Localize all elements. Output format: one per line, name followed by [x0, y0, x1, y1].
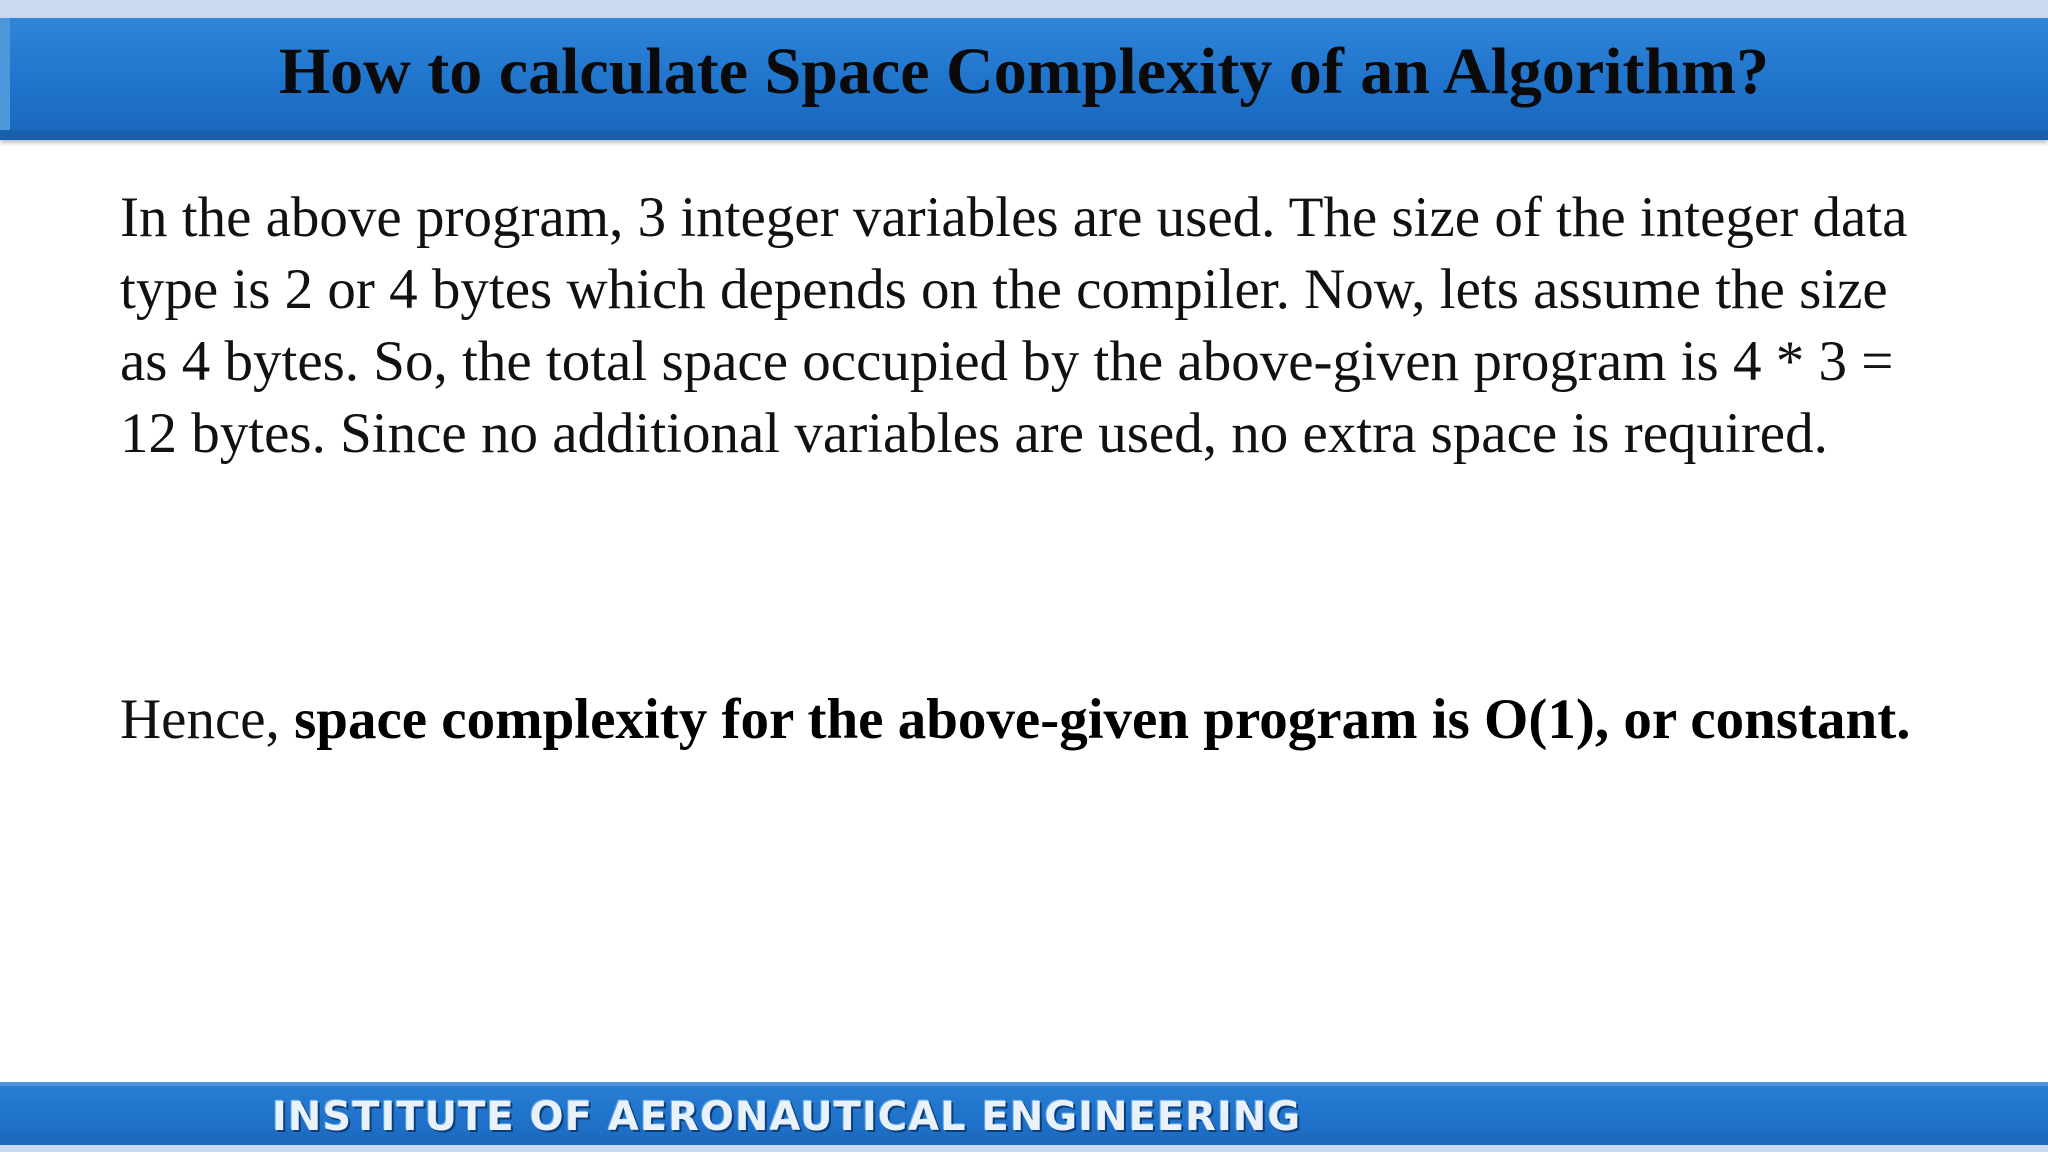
title-bar: [0, 18, 2048, 140]
paragraph-1: In the above program, 3 integer variables are used. The size of the integer data type is 2 or 4 bytes which depends on the compiler. Now, lets assume the size as 4 bytes. So, the total space occupied by the above-given program is 4 * 3 = 12 bytes. Since no additional variables are used, no extra space is required.: [120, 186, 1908, 465]
footer-bar: [0, 1082, 2048, 1152]
paragraph-2: [120, 684, 1940, 756]
slide-title: How to calculate Space Complexity of an Algorithm?: [278, 35, 1770, 108]
footer-institute-name: INSTITUTE OF AERONAUTICAL ENGINEERING: [272, 1094, 1302, 1140]
paragraph-2-bold: space complexity for the above-given program is O(1), or constant.: [294, 688, 1911, 751]
top-strip: [0, 0, 2048, 18]
paragraph-2-lead: Hence,: [120, 688, 295, 751]
slide-body: [120, 182, 1940, 470]
